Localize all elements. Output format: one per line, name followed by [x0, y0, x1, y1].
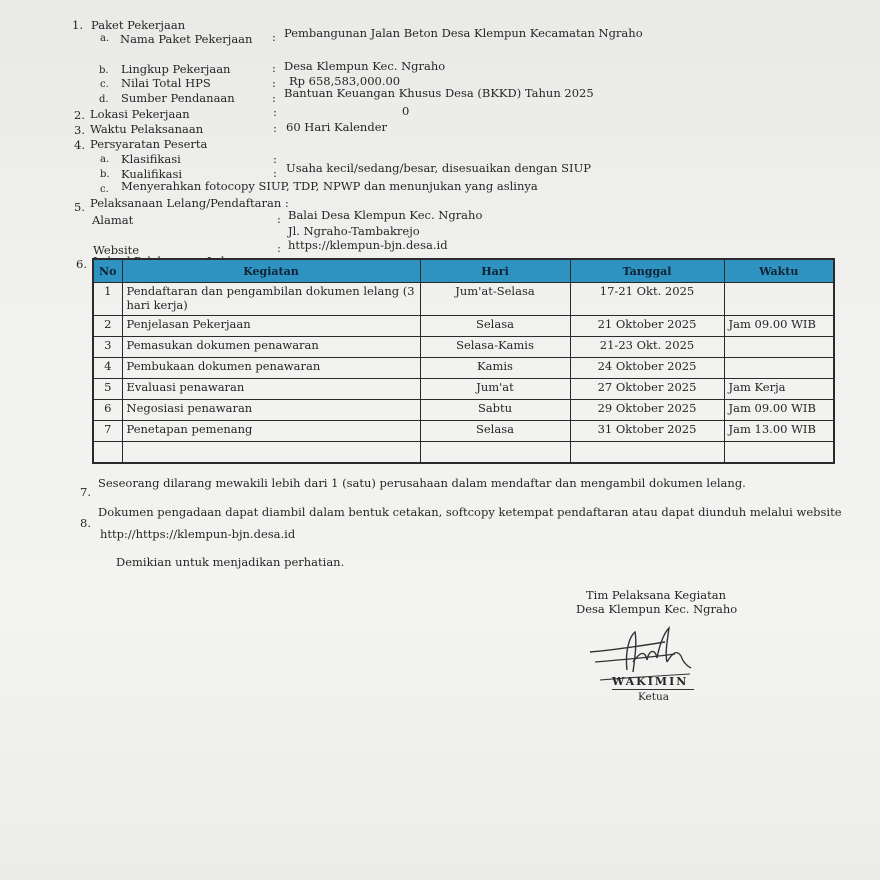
- empty-cell: [420, 442, 570, 464]
- row-tanggal: 21 Oktober 2025: [570, 316, 724, 337]
- alamat-sep: :: [277, 212, 281, 226]
- row-hari: Sabtu: [420, 400, 570, 421]
- item-1b-letter: b.: [99, 65, 109, 76]
- alamat-value-2: Jl. Ngraho-Tambakrejo: [288, 224, 420, 238]
- signature-role: Ketua: [638, 691, 670, 703]
- header-kegiatan: Kegiatan: [122, 259, 420, 283]
- row-waktu: Jam 09.00 WIB: [724, 400, 834, 421]
- item-4-label: Persyaratan Peserta: [90, 137, 208, 151]
- row-hari: Jum'at-Selasa: [420, 283, 570, 316]
- item-4a-label: Klasifikasi: [121, 152, 181, 166]
- row-no: 3: [93, 337, 122, 358]
- row-hari: Selasa: [420, 316, 570, 337]
- row-waktu: [724, 283, 834, 316]
- row-waktu: Jam 13.00 WIB: [724, 421, 834, 442]
- header-hari: Hari: [420, 259, 570, 283]
- header-no: No: [93, 259, 122, 283]
- item-4a-sep: :: [273, 152, 277, 166]
- item-1a-value: Pembangunan Jalan Beton Desa Klempun Kecamatan Ngraho: [284, 26, 643, 40]
- row-no: 2: [93, 316, 122, 337]
- item-1b-sep: :: [272, 61, 276, 75]
- item-5-label: Pelaksanaan Lelang/Pendaftaran :: [90, 196, 289, 210]
- alamat-value-1: Balai Desa Klempun Kec. Ngraho: [288, 208, 483, 222]
- row-hari: Selasa: [420, 421, 570, 442]
- empty-cell: [570, 442, 724, 464]
- alamat-label: Alamat: [92, 213, 134, 227]
- schedule-table: [92, 258, 835, 464]
- row-waktu: [724, 337, 834, 358]
- table-row: [93, 379, 834, 400]
- row-tanggal: 31 Oktober 2025: [570, 421, 724, 442]
- item-1-number: 1.: [72, 18, 83, 32]
- item-4c-letter: c.: [100, 184, 109, 195]
- item-4-number: 4.: [74, 138, 85, 152]
- table-row: [93, 400, 834, 421]
- row-kegiatan: Evaluasi penawaran: [122, 379, 420, 400]
- item-4c-label: Menyerahkan fotocopy SIUP, TDP, NPWP dan menunjukan yang aslinya: [121, 179, 538, 193]
- note-8-text-line2: http://https://klempun-bjn.desa.id: [100, 527, 296, 541]
- row-waktu: [724, 358, 834, 379]
- note-8-text-line1: Dokumen pengadaan dapat diambil dalam bentuk cetakan, softcopy ketempat pendaftaran atau dapat diunduh melalui website: [98, 505, 842, 519]
- header-waktu: Waktu: [724, 259, 834, 283]
- row-kegiatan: Pemasukan dokumen penawaran: [122, 337, 420, 358]
- item-4b-label: Kualifikasi: [121, 167, 183, 181]
- item-4a-letter: a.: [100, 154, 110, 165]
- item-1a-sep: :: [272, 30, 276, 44]
- item-3-label: Waktu Pelaksanaan: [90, 122, 204, 136]
- row-tanggal: 21-23 Okt. 2025: [570, 337, 724, 358]
- item-1a-label: Nama Paket Pekerjaan: [120, 32, 253, 46]
- item-1d-value: Bantuan Keuangan Khusus Desa (BKKD) Tahun 2025: [284, 86, 594, 100]
- signature-underline: [612, 689, 694, 690]
- note-8-number: 8.: [80, 516, 91, 530]
- row-hari: Selasa-Kamis: [420, 337, 570, 358]
- signature-name: WAKIMIN: [612, 675, 689, 688]
- item-1d-label: Sumber Pendanaan: [121, 91, 235, 105]
- table-row: [93, 316, 834, 337]
- closing-text: Demikian untuk menjadikan perhatian.: [116, 555, 345, 569]
- item-2-value: 0: [402, 104, 410, 118]
- empty-cell: [93, 442, 122, 464]
- item-1-label: Paket Pekerjaan: [91, 18, 186, 32]
- row-tanggal: 17-21 Okt. 2025: [570, 283, 724, 316]
- row-tanggal: 27 Oktober 2025: [570, 379, 724, 400]
- row-kegiatan: Pembukaan dokumen penawaran: [122, 358, 420, 379]
- header-tanggal: Tanggal: [570, 259, 724, 283]
- item-1b-label: Lingkup Pekerjaan: [121, 62, 231, 76]
- item-1c-sep: :: [272, 76, 276, 90]
- row-hari: Jum'at: [420, 379, 570, 400]
- row-waktu: Jam 09.00 WIB: [724, 316, 834, 337]
- item-2-number: 2.: [74, 108, 85, 122]
- note-7-number: 7.: [80, 485, 91, 499]
- website-value: https://klempun-bjn.desa.id: [288, 238, 448, 252]
- item-1c-value: Rp 658,583,000.00: [289, 74, 401, 88]
- table-row-empty: [93, 442, 834, 464]
- table-row: [93, 283, 834, 316]
- row-kegiatan: Negosiasi penawaran: [122, 400, 420, 421]
- row-kegiatan: Penetapan pemenang: [122, 421, 420, 442]
- row-no: 7: [93, 421, 122, 442]
- row-kegiatan: Penjelasan Pekerjaan: [122, 316, 420, 337]
- item-1c-label: Nilai Total HPS: [121, 76, 211, 90]
- row-hari: Kamis: [420, 358, 570, 379]
- table-row: [93, 421, 834, 442]
- row-tanggal: 29 Oktober 2025: [570, 400, 724, 421]
- item-5-number: 5.: [74, 200, 85, 214]
- signature-team: Tim Pelaksana Kegiatan: [586, 588, 726, 602]
- row-no: 5: [93, 379, 122, 400]
- empty-cell: [122, 442, 420, 464]
- item-4b-letter: b.: [100, 169, 110, 180]
- signature-org: Desa Klempun Kec. Ngraho: [576, 602, 738, 616]
- item-6-number: 6.: [76, 257, 87, 271]
- row-tanggal: 24 Oktober 2025: [570, 358, 724, 379]
- row-waktu: Jam Kerja: [724, 379, 834, 400]
- website-sep: :: [277, 241, 281, 255]
- item-1d-letter: d.: [99, 94, 109, 105]
- item-2-label: Lokasi Pekerjaan: [90, 107, 190, 121]
- item-1c-letter: c.: [100, 79, 109, 90]
- item-1b-value: Desa Klempun Kec. Ngraho: [284, 59, 446, 73]
- row-no: 6: [93, 400, 122, 421]
- schedule-header-row: [93, 259, 834, 283]
- item-1a-letter: a.: [100, 33, 110, 44]
- item-3-value: 60 Hari Kalender: [286, 120, 388, 134]
- item-4b-value: Usaha kecil/sedang/besar, disesuaikan dengan SIUP: [286, 161, 592, 175]
- row-kegiatan: Pendaftaran dan pengambilan dokumen lelang (3 hari kerja): [122, 283, 420, 316]
- row-no: 4: [93, 358, 122, 379]
- website-label: Website: [93, 243, 140, 257]
- item-3-sep: :: [273, 121, 277, 135]
- table-row: [93, 337, 834, 358]
- item-3-number: 3.: [74, 123, 85, 137]
- table-row: [93, 358, 834, 379]
- item-2-sep: :: [273, 105, 277, 119]
- note-7-text: Seseorang dilarang mewakili lebih dari 1 (satu) perusahaan dalam mendaftar dan mengambil dokumen lelang.: [98, 476, 746, 490]
- item-1d-sep: :: [272, 91, 276, 105]
- item-4b-sep: :: [273, 166, 277, 180]
- empty-cell: [724, 442, 834, 464]
- row-no: 1: [93, 283, 122, 316]
